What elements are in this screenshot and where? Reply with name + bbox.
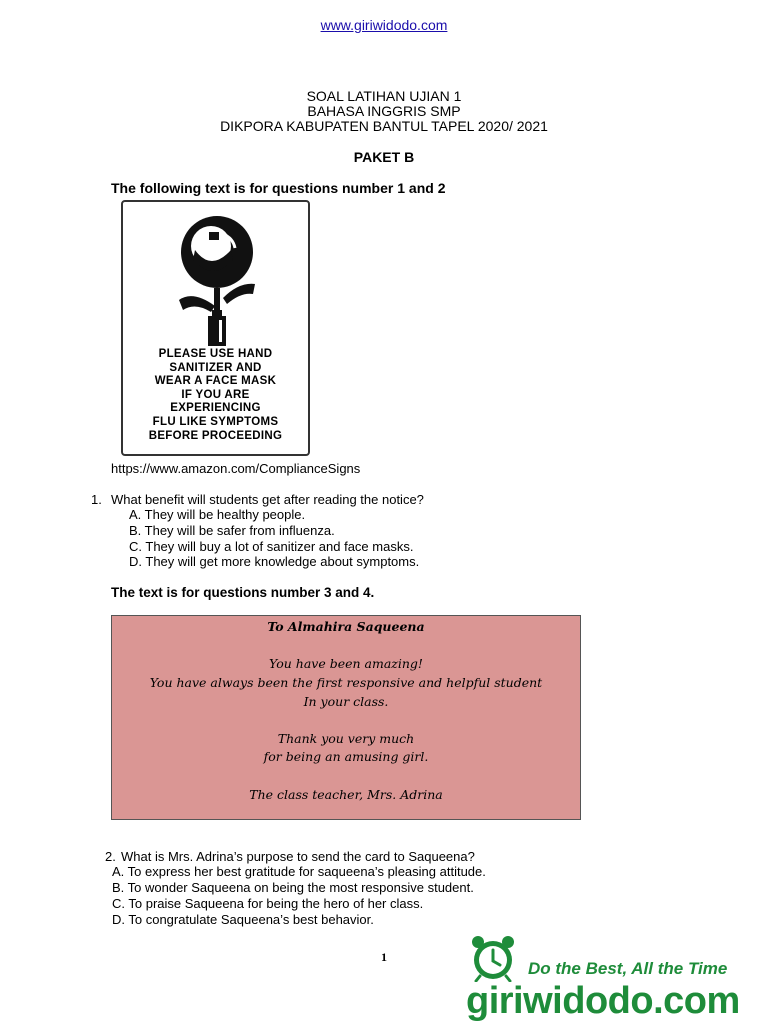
notice-line: EXPERIENCING: [170, 402, 261, 415]
site-link[interactable]: www.giriwidodo.com: [320, 17, 448, 33]
greeting-card: [111, 615, 581, 820]
paket-label: PAKET B: [353, 149, 415, 165]
notice-line: IF YOU ARE: [181, 388, 250, 401]
question1-option: A. They will be healthy people.: [129, 507, 306, 522]
card-line: In your class.: [303, 694, 389, 709]
notice-line: SANITIZER AND: [169, 361, 262, 374]
card-line: for being an amusing girl.: [263, 749, 429, 764]
question1-text: What benefit will students get after reading the notice?: [111, 492, 424, 507]
card-line: You have been amazing!: [269, 656, 423, 671]
card-line: You have always been the first responsive and helpful student: [149, 675, 543, 690]
notice-line: PLEASE USE HAND: [158, 348, 273, 360]
notice-text: [123, 348, 308, 443]
page-number: 1: [381, 950, 387, 964]
question1-option: B. They will be safer from influenza.: [129, 523, 335, 538]
notice-sign: [121, 200, 310, 456]
question1-option: C. They will buy a lot of sanitizer and face masks.: [129, 539, 414, 554]
card-line: Thank you very much: [277, 731, 415, 746]
card-recipient: To Almahira Saqueena: [267, 619, 425, 634]
title-line-2: BAHASA INGGRIS SMP: [307, 103, 461, 119]
notice-line: WEAR A FACE MASK: [154, 375, 277, 388]
title-line-1: SOAL LATIHAN UJIAN 1: [306, 88, 462, 104]
question1-option: D. They will get more knowledge about symptoms.: [129, 554, 420, 569]
question2-option: B. To wonder Saqueena on being the most responsive student.: [112, 880, 474, 895]
question2-option: D. To congratulate Saqueena’s best behavior.: [112, 912, 374, 927]
question2-option: A. To express her best gratitude for saqueena’s pleasing attitude.: [112, 864, 486, 879]
notice-line: BEFORE PROCEEDING: [148, 429, 283, 442]
question2-text: What is Mrs. Adrina’s purpose to send the card to Saqueena?: [121, 849, 475, 864]
section1-intro: The following text is for questions number 1 and 2: [111, 180, 446, 196]
title-line-3: DIKPORA KABUPATEN BANTUL TAPEL 2020/ 2021: [220, 118, 548, 134]
question2-number: 2.: [105, 849, 116, 864]
card-signature: The class teacher, Mrs. Adrina: [249, 787, 443, 802]
notice-line: FLU LIKE SYMPTOMS: [152, 415, 279, 428]
question2-option: C. To praise Saqueena for being the hero of her class.: [112, 896, 424, 911]
notice-source: https://www.amazon.com/ComplianceSigns: [111, 461, 361, 476]
logo-wordmark: giriwidodo.com: [466, 980, 740, 1022]
alarm-clock-icon: [468, 934, 518, 982]
question1-number: 1.: [91, 492, 102, 507]
section2-intro: The text is for questions number 3 and 4.: [111, 585, 375, 600]
logo-slogan: Do the Best, All the Time: [528, 959, 728, 978]
